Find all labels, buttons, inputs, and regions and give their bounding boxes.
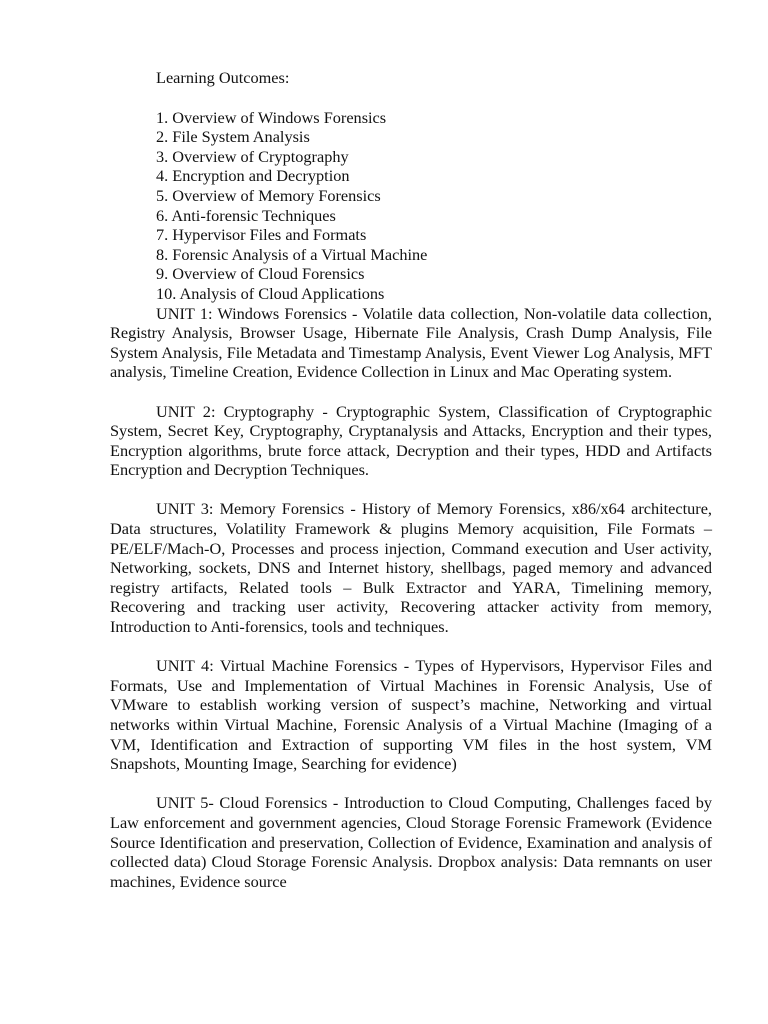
outcome-item: 2. File System Analysis xyxy=(156,127,310,147)
unit-4-paragraph: UNIT 4: Virtual Machine Forensics - Types of Hypervisors, Hypervisor Files and Formats, Use and Implementation of Virtual Machines in Forensic Analysis, Use of VMware to establish working version of suspect’s machine, Networking and virtual networks within Virtual Machine, Forensic Analysis of a Virtual Machine (Imaging of a VM, Identification and Extraction of supporting VM files in the host system, VM Snapshots, Mounting Image, Searching for evidence) xyxy=(110,656,712,774)
unit-3-paragraph: UNIT 3: Memory Forensics - History of Memory Forensics, x86/x64 architecture, Data structures, Volatility Framework & plugins Memory acquisition, File Formats – PE/ELF/Mach-O, Processes and process injection, Command execution and User activity, Networking, sockets, DNS and Internet history, shellbags, paged memory and advanced registry artifacts, Related tools – Bulk Extractor and YARA, Timelining memory, Recovering and tracking user activity, Recovering attacker activity from memory, Introduction to Anti-forensics, tools and techniques. xyxy=(110,499,712,637)
outcome-item: 3. Overview of Cryptography xyxy=(156,146,349,166)
outcome-item: 9. Overview of Cloud Forensics xyxy=(156,264,365,284)
unit-2-paragraph: UNIT 2: Cryptography - Cryptographic System, Classification of Cryptographic System, Secret Key, Cryptography, Cryptanalysis and Attacks, Encryption and their types, Encryption algorithms, brute force attack, Decryption and their types, HDD and Artifacts Encryption and Decryption Techniques. xyxy=(110,401,712,480)
learning-outcomes-heading: Learning Outcomes: xyxy=(156,68,290,87)
document-page xyxy=(110,68,712,891)
outcome-item: 7. Hypervisor Files and Formats xyxy=(156,225,367,245)
unit-1-paragraph: UNIT 1: Windows Forensics - Volatile data collection, Non-volatile data collection, Registry Analysis, Browser Usage, Hibernate File Analysis, Crash Dump Analysis, File System Analysis, File Metadata and Timestamp Analysis, Event Viewer Log Analysis, MFT analysis, Timeline Creation, Evidence Collection in Linux and Mac Operating system. xyxy=(110,303,712,382)
unit-5-paragraph: UNIT 5- Cloud Forensics - Introduction to Cloud Computing, Challenges faced by Law enforcement and government agencies, Cloud Storage Forensic Framework (Evidence Source Identification and preservation, Collection of Evidence, Examination and analysis of collected data) Cloud Storage Forensic Analysis. Dropbox analysis: Data remnants on user machines, Evidence source xyxy=(110,793,712,891)
outcome-item: 4. Encryption and Decryption xyxy=(156,166,350,186)
outcome-item: 1. Overview of Windows Forensics xyxy=(156,107,387,127)
outcome-item: 6. Anti-forensic Techniques xyxy=(156,205,336,225)
outcome-item: 10. Analysis of Cloud Applications xyxy=(156,283,385,303)
outcome-item: 8. Forensic Analysis of a Virtual Machine xyxy=(156,244,428,264)
outcome-item: 5. Overview of Memory Forensics xyxy=(156,185,381,205)
learning-outcomes-list xyxy=(110,108,712,304)
